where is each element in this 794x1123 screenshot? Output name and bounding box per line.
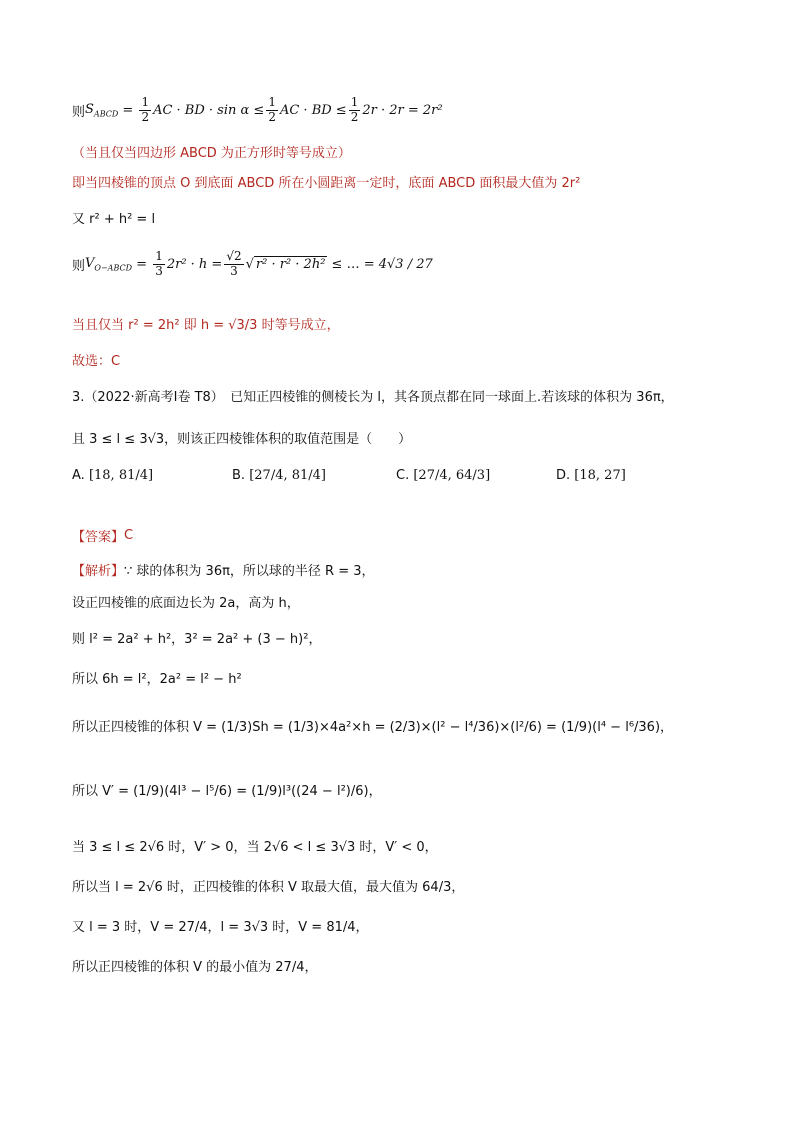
analysis-line-8: 所以当 l = 2√6 时，正四棱锥的体积 V 取最大值，最大值为 64/3， (72, 880, 465, 895)
option-b[interactable] (232, 468, 326, 483)
option-a-text: [18, 81/4] (88, 468, 154, 483)
area-formula-part1: AC · BD · sin α ≤ (153, 102, 265, 118)
answer-value: C (124, 528, 134, 543)
fraction-half-2: $\frac{1}{2}$ (268, 95, 276, 124)
fraction-half: $\frac{1}{2}$ (141, 95, 150, 124)
area-prefix: 则 (72, 104, 86, 120)
analysis-line-10: 所以正四棱锥的体积 V 的最小值为 27/4， (72, 960, 318, 975)
analysis-line-2: 设正四棱锥的底面边长为 2a，高为 h， (72, 596, 300, 611)
analysis-line-1 (72, 560, 375, 579)
analysis-tag: 【解析】 (72, 564, 125, 579)
question-stem-line1: 3.（2022·新高考Ⅰ卷 T8） 已知正四棱锥的侧棱长为 l，其各顶点都在同一球面上.若该球的体积为 36π， (72, 390, 674, 405)
option-c[interactable] (396, 468, 490, 483)
relation-line: 又 r² + h² = l (72, 212, 156, 227)
option-d-label: D. (556, 468, 571, 483)
analysis-line-4: 所以 6h = l²，2a² = l² − h² (72, 672, 242, 687)
option-d[interactable] (556, 468, 626, 483)
question-stem-line2: 且 3 ≤ l ≤ 3√3，则该正四棱锥体积的取值范围是（ ） (72, 432, 412, 447)
answer-line (72, 526, 133, 545)
previous-choice: 故选：C (72, 354, 121, 369)
area-formula-part2: AC · BD ≤ (279, 102, 347, 118)
analysis-text-0: ∵ 球的体积为 36π，所以球的半径 R = 3， (124, 564, 375, 579)
analysis-line-7: 当 3 ≤ l ≤ 2√6 时，V′ > 0，当 2√6 < l ≤ 3√3 时，V′ < 0， (72, 840, 438, 855)
volume-formula-line: 则 $V_{O-ABCD}$ = $\frac{1}{3}$ 2r² · h = $\frac{√2}{3}$ √ r² · r² · 2h² ≤ … = 4√3 / 27 (72, 249, 433, 278)
option-a-label: A. (72, 468, 85, 483)
area-symbol: $S_{ABCD}$ (85, 102, 119, 119)
fraction-half-3: $\frac{1}{2}$ (350, 95, 359, 124)
option-c-label: C. (396, 468, 410, 483)
option-a[interactable] (72, 468, 153, 483)
equality-note: （当且仅当四边形 ABCD 为正方形时等号成立） (72, 146, 351, 161)
analysis-line-9: 又 l = 3 时，V = 27/4，l = 3√3 时，V = 81/4， (72, 920, 369, 935)
equality-condition: 当且仅当 r² = 2h² 即 h = √3/3 时等号成立， (72, 318, 340, 333)
volume-result: 4√3 / 27 (378, 256, 433, 272)
fraction-root2-3: $\frac{√2}{3}$ (226, 249, 242, 278)
answer-tag: 【答案】 (72, 530, 125, 545)
option-b-label: B. (232, 468, 246, 483)
analysis-line-6: 所以 V′ = (1/9)(4l³ − l⁵/6) = (1/9)l³((24 − l²)/6)， (72, 784, 382, 799)
area-formula-part3: 2r · 2r = 2r² (362, 102, 443, 118)
volume-sqrt: r² · r² · 2h² (255, 256, 326, 272)
max-area-statement: 即当四棱锥的顶点 O 到底面 ABCD 所在小圆距离一定时，底面 ABCD 面积最大值为 2r² (72, 176, 581, 191)
area-formula-line: 则 $S_{ABCD}$ = $\frac{1}{2}$ AC · BD · sin α ≤ $\frac{1}{2}$ AC · BD ≤ $\frac{1}{2}$ 2r · 2r = 2r² (72, 95, 443, 124)
option-c-text: [27/4, 64/3] (413, 468, 491, 483)
analysis-line-3: 则 l² = 2a² + h²，3² = 2a² + (3 − h)²， (72, 632, 322, 647)
option-d-text: [18, 27] (574, 468, 626, 483)
volume-tail: 2r² · h = (166, 256, 223, 272)
volume-prefix: 则 (72, 258, 86, 274)
analysis-line-5: 所以正四棱锥的体积 V = (1/3)Sh = (1/3)×4a²×h = (2/3)×(l² − l⁴/36)×(l²/6) = (1/9)(l⁴ − l⁶/36)， (72, 720, 674, 735)
fraction-third: $\frac{1}{3}$ (155, 249, 163, 278)
option-b-text: [27/4, 81/4] (249, 468, 326, 483)
